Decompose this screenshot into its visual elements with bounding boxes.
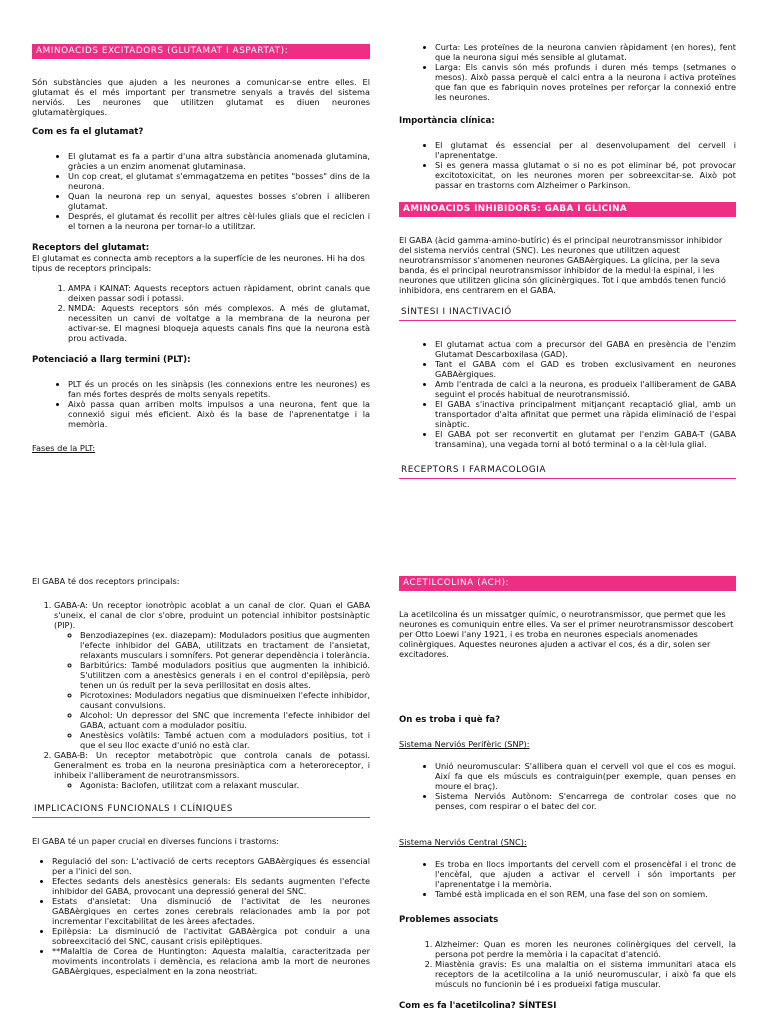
heading-glutamate-receptors: Receptors del glutamat: (32, 243, 150, 253)
heading-location-function: On es troba i què fa? (399, 715, 501, 725)
ltp-list (32, 379, 370, 429)
clinical-list (399, 140, 736, 190)
list-item: • Larga: Els canvis són més profunds i duren més temps (setmanes o mesos). Això passa perquè el calci entra a la neurona i activa proteïnes que fan que es fabriquin noves proteïnes per reforçar la connexió entre les neurones. (435, 62, 736, 102)
page-2-left-column (32, 576, 370, 988)
heading-problems: Problemes associats (399, 915, 499, 925)
list-item: • Unió neuromuscular: S'allibera quan el cervell vol que el cos es mogui. Així fa que els músculs es contraiguin(per exemple, quan penses en moure el braç). (435, 761, 736, 791)
list-item: 2. NMDA: Aquests receptors són més complexos. A més de glutamat, necessiten un canvi de voltatge a la membrana de la neurona per activar-se. El magnesi bloqueja aquests canals fins que la neurona està prou activada. (68, 303, 370, 343)
gaba-a-text: GABA-A: Un receptor ionotròpic acoblat a un canal de clor. Quan el GABA s'uneix, el canal de clor s'obre, produint un potencial inhibitor postsinàptic (PIP). (54, 600, 370, 630)
section-heading-synthesis: SÍNTESI I INACTIVACIÓ (399, 305, 736, 321)
list-item: • Epilèpsia: La disminució de l'activitat GABAèrgica pot conduir a una sobreexcitació del SNC, causant crisis epilèptiques. (52, 926, 370, 946)
glutamate-synthesis-list (32, 151, 370, 231)
gaba-intro: El GABA (àcid gamma-amino-butíric) és el principal neurotransmissor inhibidor del sistema nerviós central (SNC). Les neurones que utilitzen aquest neurotransmissor s'anomenen neurones GABAèrgiques. La glicina, per la seva banda, és el principal neurotransmissor inhibidor de la medul·la espinal, i les neurones que utilitzen glicina són glicinèrgiques. Tot i que ambdós tenen funció inhibidora, ens centrarem en el GABA. (399, 235, 726, 295)
list-item: • Regulació del son: L'activació de certs receptors GABAèrgiques és essencial per a l'inici del son. (52, 856, 370, 876)
gaba-receptors-list (32, 600, 370, 790)
gaba-a-item (54, 600, 370, 750)
list-item: • Un cop creat, el glutamat s'emmagatzema en petites "bosses" dins de la neurona. (68, 171, 370, 191)
heading-acetylcholine-synthesis: Com es fa l'acetilcolina? SÍNTESI (399, 1001, 557, 1011)
gaba-b-item (54, 750, 370, 790)
section-heading-implications: IMPLICACIONS FUNCIONALS I CLÍNIQUES (32, 802, 370, 818)
list-item: ◦ Picrotoxines: Moduladors negatius que disminueixen l'efecte inhibidor, causant convulsions. (80, 690, 370, 710)
list-item: • Després, el glutamat és recollit per altres cèl·lules glials que el reciclen i el tornen a la neurona per tornar-lo a utilitzar. (68, 211, 370, 231)
list-item: 2. Miastènia gravis: Es una malaltia on el sistema immunitari ataca els receptors de la acetilcolina a la unió neuromuscular, i això fa que els músculs no funcionin bé i es produeixi fatiga muscular. (435, 959, 736, 989)
page-2-right-column (399, 576, 736, 1024)
snp-heading: Sistema Nerviós Perifèric (SNP): (399, 739, 530, 749)
list-item: • El GABA s'inactiva principalment mitjançant recaptació glial, amb un transportador d'alta afinitat que permet una ràpida eliminació de l'espai sinàptic. (435, 399, 736, 429)
list-item: • Estats d'ansietat: Una disminució de l'activitat de les neurones GABAèrgiques en certes zones cerebrals relacionades amb la por pot incrementar l'excitabilitat de les àrees afectades. (52, 896, 370, 926)
snc-list (399, 859, 736, 899)
list-item: • PLT és un procés on les sinàpsis (les connexions entre les neurones) es fan més fortes després de molts senyals repetits. (68, 379, 370, 399)
acetylcholine-intro: La acetilcolina és un missatger químic, o neurotransmissor, que permet que les neurones es comuniquin entre elles. Va ser el primer neurotransmissor descobert per Otto Loewi l'any 1921, i es troba en neurones especials anomenades colinèrgiques. Aquestes neurones ajuden a activar el cos, és a dir, solen ser excitadores. (399, 609, 734, 659)
list-item: ◦ Agonista: Baclofen, utilitzat com a relaxant muscular. (80, 780, 370, 790)
ltp-phases-list (399, 42, 736, 102)
list-item: • Amb l'entrada de calci a la neurona, es produeix l'alliberament de GABA seguint el procés habitual de neurotransmissió. (435, 379, 736, 399)
snc-heading: Sistema Nerviós Central (SNC): (399, 837, 527, 847)
section-banner-acetylcholine: ACETILCOLINA (ACH): (399, 576, 736, 591)
list-item: • **Malaltia de Corea de Huntington: Aquesta malaltia, caracteritzada per moviments incontrolats i demència, es relaciona amb la mort de neurones GABAèrgiques, especialment en la zona neostriat. (52, 946, 370, 976)
list-item: • El GABA pot ser reconvertit en glutamat per l'enzim GABA-T (GABA transamina), una vegada torni al botó terminal o a la cèl·lula glial. (435, 429, 736, 449)
list-item: • Si es genera massa glutamat o si no es pot eliminar bé, pot provocar excitotoxicitat, on les neurones moren per sobreexcitar-se. Això pot passar en trastorns com Alzheimer o Parkinson. (435, 160, 736, 190)
list-item: • També està implicada en el son REM, una fase del son on somiem. (435, 889, 736, 899)
heading-glutamate-synthesis: Com es fa el glutamat? (32, 127, 144, 137)
gaba-b-agonists (54, 780, 370, 790)
implications-list (32, 856, 370, 976)
page-1-left-column (32, 44, 370, 465)
list-item: ◦ Anestèsics volàtils: També actuen com a moduladors positius, tot i que el seu lloc exacte d'unió no està clar. (80, 730, 370, 750)
ltp-phases-link: Fases de la PLT: (32, 443, 96, 453)
list-item: • El glutamat és essencial per al desenvolupament del cervell i l'aprenentatge. (435, 140, 736, 160)
list-item: 1. AMPA i KAINAT: Aquests receptors actuen ràpidament, obrint canals que deixen passar sodi i potassi. (68, 283, 370, 303)
list-item: • Això passa quan arriben molts impulsos a una neurona, fent que la connexió sigui més eficient. Això és la base de l'aprenentatge i la memòria. (68, 399, 370, 429)
list-item: ◦ Benzodiazepines (ex. diazepam): Moduladors positius que augmenten l'efecte inhibidor del GABA, utilitzats en tractament de l'ansietat, relaxants musculars i somnífers. Pot generar dependència i tolerància. (80, 630, 370, 660)
gaba-b-text: GABA-B: Un receptor metabotròpic que controla canals de potassi. Generalment es troba en la neurona presinàptica com a heteroreceptor, i inhibeix l'alliberament de neurotransmissors. (54, 750, 370, 780)
synthesis-list (399, 339, 736, 449)
section-heading-receptors: RECEPTORS I FARMACOLOGIA (399, 463, 736, 479)
heading-clinical-importance: Importància clínica: (399, 116, 495, 126)
snp-list (399, 761, 736, 811)
list-item: ◦ Alcohol: Un depressor del SNC que incrementa l'efecte inhibidor del GABA, actuant com a modulador positiu. (80, 710, 370, 730)
list-item: • Curta: Les proteïnes de la neurona canvien ràpidament (en hores), fent que la neurona sigui més sensible al glutamat. (435, 42, 736, 62)
receptor-types-list (32, 283, 370, 343)
list-item: • Quan la neurona rep un senyal, aquestes bosses s'obren i alliberen glutamat. (68, 191, 370, 211)
list-item: • Es troba en llocs importants del cervell com el prosencèfal i el tronc de l'encèfal, que ajuden a activar el cervell i són importants per l'aprenentatge i la memòria. (435, 859, 736, 889)
problems-list (399, 939, 736, 989)
list-item: 1. Alzheimer: Quan es moren les neurones colinèrgiques del cervell, la persona pot perdre la memòria i la capacitat d'atenció. (435, 939, 736, 959)
gaba-receptors-intro: El GABA té dos receptors principals: (32, 576, 180, 586)
list-item: • Tant el GABA com el GAD es troben exclusivament en neurones GABAèrgiques. (435, 359, 736, 379)
gaba-a-modulators (54, 630, 370, 750)
excitatory-intro: Són substàncies que ajuden a les neurones a comunicar-se entre elles. El glutamat és el més important per transmetre senyals a través del sistema nerviós. Les neurones que utilitzen glutamat es diuen neurones glutamatèrgiques. (32, 77, 370, 117)
list-item: • Efectes sedants dels anestèsics generals: Els sedants augmenten l'efecte inhibidor del GABA, provocant una depressió general del SNC. (52, 876, 370, 896)
heading-ltp: Potenciació a llarg termini (PLT): (32, 355, 191, 365)
page-1-right-column (399, 42, 736, 497)
implications-intro: El GABA té un paper crucial en diverses funcions i trastorns: (32, 836, 280, 846)
section-banner-inhibitory: AMINOACIDS INHIBIDORS: GABA I GLICINA (399, 202, 736, 217)
list-item: ◦ Barbitúrics: També moduladors positius que augmenten la inhibició. S'utilitzen com a anestèsics generals i en el control d'epilèpsia, però tenen un ús reduït per la seva perillositat en dosis altes. (80, 660, 370, 690)
list-item: • Sistema Nerviós Autònom: S'encarrega de controlar coses que no penses, com respirar o el batec del cor. (435, 791, 736, 811)
page-2 (0, 512, 768, 1024)
list-item: • El glutamat es fa a partir d'una altra substància anomenada glutamina, gràcies a un enzim anomenat glutaminasa. (68, 151, 370, 171)
receptors-intro: El glutamat es connecta amb receptors a la superfície de les neurones. Hi ha dos tipus de receptors principals: (32, 253, 365, 273)
section-banner-excitatory: AMINOACIDS EXCITADORS (GLUTAMAT I ASPARTAT): (32, 44, 370, 59)
list-item: • El glutamat actua com a precursor del GABA en presència de l'enzim Glutamat Descarboxilasa (GAD). (435, 339, 736, 359)
